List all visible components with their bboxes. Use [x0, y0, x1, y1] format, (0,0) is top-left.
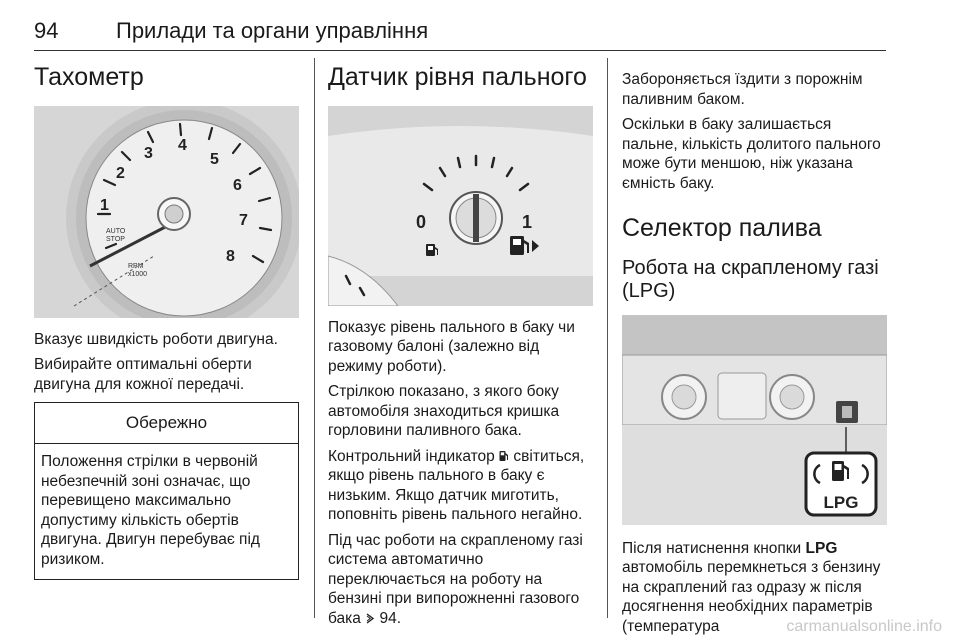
x1000-label: x1000: [128, 270, 148, 278]
empty-tank-warning-text: Забороняється їздити з порожнім паливним баком.: [622, 71, 863, 108]
warning-box: [34, 402, 299, 580]
lpg-button-illustration: [622, 315, 887, 525]
column-fuel-gauge: [328, 58, 593, 634]
lpg-button-text: Після натиснення кнопки LPG автомобіль перемкнеться з бензину на скраплений газ одразу ж після досягнення необхідних параметрів (температура: [622, 539, 881, 635]
subheading-lpg: Робота на скрапленому газі (LPG): [622, 256, 879, 302]
page-reference-link[interactable]: 94.: [379, 609, 402, 627]
tachometer-description: Вказує швидкість роботи двигуна.: [34, 330, 278, 348]
fuel-cap-side-text: Стрілкою показано, з якого боку автомобіля знаходиться кришка горловини паливного бака.: [328, 383, 560, 439]
warning-text: Положення стрілки в червоній небезпечній зоні означає, що перевищено максимально допустиму кількість обертів двигуна. Двигун перебуває під ризиком.: [41, 453, 260, 568]
warning-title: Обережно: [35, 403, 298, 444]
tach-label-6: 6: [233, 176, 242, 194]
stop-label: STOP: [106, 235, 125, 243]
tachometer-illustration: [34, 106, 299, 318]
tank-capacity-text: Оскільки в баку залишається пальне, кількість долитого пального може бути меншою, ніж указана ємність баку.: [622, 116, 881, 192]
fuel-gauge-illustration: [328, 106, 593, 306]
column-separator: [607, 58, 608, 618]
lpg-switch-text: Під час роботи на скрапленому газі система автоматично переключається на роботу на бензині при випорожненні газового бака 94.: [328, 531, 583, 627]
watermark: carmanualsonline.info: [786, 618, 942, 635]
page-header: [34, 10, 886, 46]
low-fuel-indicator-text: Контрольний індикатор світиться, якщо рівень пального в баку є низьким. Якщо датчик миготить, поповніть рівень пального негайно.: [328, 447, 585, 523]
column-tachometer: [34, 58, 299, 580]
auto-label: AUTO: [106, 227, 126, 235]
section-heading-fuel-selector: Селектор палива: [622, 214, 822, 242]
running-title: Прилади та органи управління: [116, 18, 429, 43]
tach-label-1: 1: [100, 196, 109, 214]
page-reference-icon: [365, 613, 375, 624]
tach-label-8: 8: [226, 247, 235, 265]
tach-label-3: 3: [144, 144, 153, 162]
tach-label-5: 5: [210, 150, 219, 168]
column-separator: [314, 58, 315, 618]
tach-label-4: 4: [178, 136, 187, 154]
tachometer-advice: Вибирайте оптимальні оберти двигуна для кожної передачі.: [34, 356, 252, 393]
fuel-pump-icon: [499, 450, 509, 462]
lpg-key-label: LPG: [805, 539, 838, 557]
column-fuel-selector: [622, 58, 887, 642]
rpm-label: RPM: [128, 262, 144, 270]
fuel-label-full: 1: [522, 211, 533, 232]
section-heading-fuel-gauge: Датчик рівня пального: [328, 63, 587, 91]
header-rule: [34, 50, 886, 51]
fuel-label-empty: 0: [416, 211, 427, 232]
fuel-gauge-description: Показує рівень пального в баку чи газовому балоні (залежно від режиму роботи).: [328, 318, 575, 375]
page-number: 94: [34, 18, 59, 43]
tach-label-7: 7: [239, 211, 248, 229]
section-heading-tachometer: Тахометр: [34, 63, 144, 91]
lpg-button-label: LPG: [823, 492, 859, 512]
tach-label-2: 2: [116, 164, 125, 182]
